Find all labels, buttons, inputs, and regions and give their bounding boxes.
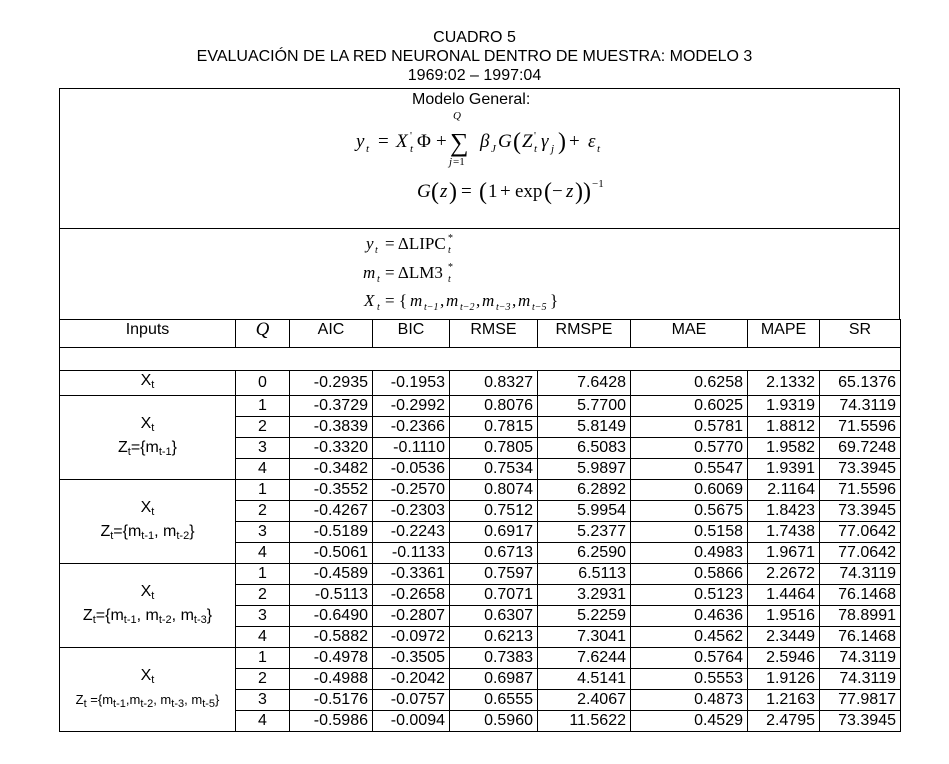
svg-text:}: } bbox=[550, 291, 559, 310]
sr-cell: 74.3119 bbox=[820, 669, 901, 690]
mape-cell: 1.2163 bbox=[748, 690, 820, 711]
svg-text:=1: =1 bbox=[453, 156, 465, 168]
svg-text:+: + bbox=[500, 181, 511, 202]
spacer-cell bbox=[60, 348, 901, 371]
aic-cell: -0.5176 bbox=[290, 690, 373, 711]
table-caption-period: 1969:02 – 1997:04 bbox=[407, 67, 542, 84]
mae-cell: 0.4873 bbox=[631, 690, 748, 711]
mape-cell: 1.8812 bbox=[748, 417, 820, 438]
aic-cell: -0.5986 bbox=[290, 711, 373, 732]
mae-cell: 0.6025 bbox=[631, 396, 748, 417]
svg-text:j: j bbox=[551, 143, 555, 155]
rmspe-cell: 11.5622 bbox=[538, 711, 631, 732]
svg-text:t: t bbox=[377, 274, 380, 285]
q-cell: 2 bbox=[236, 585, 290, 606]
bic-cell: -0.0536 bbox=[373, 459, 450, 480]
svg-text:= {: = { bbox=[385, 291, 407, 310]
sr-cell: 71.5596 bbox=[820, 480, 901, 501]
aic-cell: -0.2935 bbox=[290, 371, 373, 396]
mape-cell: 2.4795 bbox=[748, 711, 820, 732]
rmse-cell: 0.7071 bbox=[450, 585, 538, 606]
table-row bbox=[60, 480, 901, 501]
svg-text:y: y bbox=[356, 131, 365, 152]
aic-cell: -0.3552 bbox=[290, 480, 373, 501]
inputs-cell bbox=[60, 480, 236, 564]
mape-cell: 2.3449 bbox=[748, 627, 820, 648]
svg-text:,: , bbox=[476, 291, 481, 310]
q-cell: 4 bbox=[236, 627, 290, 648]
mape-cell: 2.5946 bbox=[748, 648, 820, 669]
variable-definitions-box bbox=[59, 229, 900, 320]
table-row bbox=[60, 564, 901, 585]
rmse-cell: 0.7534 bbox=[450, 459, 538, 480]
aic-cell: -0.6490 bbox=[290, 606, 373, 627]
rmspe-cell: 6.5083 bbox=[538, 438, 631, 459]
svg-text:Z: Z bbox=[522, 131, 533, 152]
mape-cell: 1.9582 bbox=[748, 438, 820, 459]
inputs-line: $X_t$ bbox=[140, 582, 155, 602]
aic-cell: -0.5061 bbox=[290, 543, 373, 564]
svg-text:': ' bbox=[534, 130, 536, 142]
column-header-inputs: Inputs bbox=[60, 320, 236, 348]
mape-cell: 2.2672 bbox=[748, 564, 820, 585]
aic-cell: -0.3320 bbox=[290, 438, 373, 459]
svg-text:−1: −1 bbox=[592, 178, 604, 190]
rmspe-cell: 2.4067 bbox=[538, 690, 631, 711]
sr-cell: 76.1468 bbox=[820, 585, 901, 606]
svg-text:z: z bbox=[566, 181, 574, 202]
q-cell: 4 bbox=[236, 543, 290, 564]
mape-cell: 1.9391 bbox=[748, 459, 820, 480]
bic-cell: -0.3361 bbox=[373, 564, 450, 585]
svg-text:t: t bbox=[597, 143, 601, 155]
mape-cell: 1.9516 bbox=[748, 606, 820, 627]
mae-cell: 0.5866 bbox=[631, 564, 748, 585]
inputs-line: $Z_t=\{m_{t-1}\}$ bbox=[117, 438, 178, 458]
rmspe-cell: 5.7700 bbox=[538, 396, 631, 417]
rmse-cell: 0.8074 bbox=[450, 480, 538, 501]
sr-cell: 78.8991 bbox=[820, 606, 901, 627]
svg-text:j: j bbox=[449, 156, 453, 168]
sr-cell: 74.3119 bbox=[820, 396, 901, 417]
q-cell: 4 bbox=[236, 711, 290, 732]
mape-cell: 1.9319 bbox=[748, 396, 820, 417]
inputs-cell bbox=[60, 648, 236, 732]
rmspe-cell: 7.6244 bbox=[538, 648, 631, 669]
svg-text:G: G bbox=[417, 181, 431, 202]
svg-text:t−3: t−3 bbox=[496, 302, 511, 313]
svg-text:t: t bbox=[377, 302, 380, 313]
column-header-q: Q bbox=[236, 320, 290, 348]
bic-cell: -0.0972 bbox=[373, 627, 450, 648]
rmse-cell: 0.8327 bbox=[450, 371, 538, 396]
rmse-cell: 0.5960 bbox=[450, 711, 538, 732]
aic-cell: -0.4988 bbox=[290, 669, 373, 690]
rmse-cell: 0.7512 bbox=[450, 501, 538, 522]
q-cell: 1 bbox=[236, 648, 290, 669]
mape-cell: 1.4464 bbox=[748, 585, 820, 606]
svg-text:=: = bbox=[378, 131, 389, 152]
svg-text:1: 1 bbox=[488, 181, 498, 202]
inputs-line: $Z_t=\{m_{t-1}$, $m_{t-2}$, $m_{t-3}$} bbox=[82, 606, 213, 626]
column-header-rmspe: RMSPE bbox=[538, 320, 631, 348]
bic-cell: -0.3505 bbox=[373, 648, 450, 669]
rmspe-cell: 5.8149 bbox=[538, 417, 631, 438]
svg-text:Φ: Φ bbox=[417, 131, 431, 152]
rmse-cell: 0.6213 bbox=[450, 627, 538, 648]
svg-text:J: J bbox=[491, 143, 496, 155]
table-row bbox=[60, 371, 901, 396]
svg-text:(: ( bbox=[431, 179, 439, 205]
rmse-cell: 0.7815 bbox=[450, 417, 538, 438]
aic-cell: -0.4978 bbox=[290, 648, 373, 669]
mae-cell: 0.4562 bbox=[631, 627, 748, 648]
q-cell: 1 bbox=[236, 480, 290, 501]
rmspe-cell: 4.5141 bbox=[538, 669, 631, 690]
svg-text:m: m bbox=[482, 291, 495, 310]
bic-cell: -0.2303 bbox=[373, 501, 450, 522]
svg-text:): ) bbox=[558, 129, 566, 155]
q-cell: 2 bbox=[236, 417, 290, 438]
aic-cell: -0.5189 bbox=[290, 522, 373, 543]
mape-cell: 1.9126 bbox=[748, 669, 820, 690]
model-equations bbox=[60, 89, 899, 228]
svg-text:=: = bbox=[461, 181, 472, 202]
sr-cell: 73.3945 bbox=[820, 459, 901, 480]
general-model-box bbox=[59, 88, 900, 229]
bic-cell: -0.1953 bbox=[373, 371, 450, 396]
aic-cell: -0.4589 bbox=[290, 564, 373, 585]
rmse-cell: 0.6987 bbox=[450, 669, 538, 690]
aic-cell: -0.4267 bbox=[290, 501, 373, 522]
svg-text:m: m bbox=[518, 291, 531, 310]
bic-cell: -0.2042 bbox=[373, 669, 450, 690]
aic-cell: -0.3482 bbox=[290, 459, 373, 480]
inputs-cell bbox=[60, 564, 236, 648]
inputs-line: $X_t$ bbox=[140, 666, 155, 686]
q-cell: 3 bbox=[236, 606, 290, 627]
svg-text:t: t bbox=[375, 245, 378, 256]
rmspe-cell: 6.2590 bbox=[538, 543, 631, 564]
column-header-mape: MAPE bbox=[748, 320, 820, 348]
q-cell: 2 bbox=[236, 669, 290, 690]
bic-cell: -0.2658 bbox=[373, 585, 450, 606]
mape-cell: 2.1164 bbox=[748, 480, 820, 501]
mae-cell: 0.4983 bbox=[631, 543, 748, 564]
aic-cell: -0.3839 bbox=[290, 417, 373, 438]
inputs-cell bbox=[60, 371, 236, 396]
aic-cell: -0.5882 bbox=[290, 627, 373, 648]
svg-text:= ΔLM3: = ΔLM3 bbox=[385, 263, 443, 282]
bic-cell: -0.2992 bbox=[373, 396, 450, 417]
mape-cell: 2.1332 bbox=[748, 371, 820, 396]
rmspe-cell: 6.5113 bbox=[538, 564, 631, 585]
inputs-cell bbox=[60, 396, 236, 480]
mae-cell: 0.5553 bbox=[631, 669, 748, 690]
svg-text:z: z bbox=[440, 181, 448, 202]
svg-text:(: ( bbox=[513, 129, 521, 155]
sr-cell: 77.9817 bbox=[820, 690, 901, 711]
results-table bbox=[59, 319, 901, 732]
column-header-sr: SR bbox=[820, 320, 901, 348]
svg-text:γ: γ bbox=[541, 131, 549, 152]
svg-text:G: G bbox=[498, 131, 512, 152]
q-cell: 0 bbox=[236, 371, 290, 396]
bic-cell: -0.2807 bbox=[373, 606, 450, 627]
column-header-rmse: RMSE bbox=[450, 320, 538, 348]
aic-cell: -0.5113 bbox=[290, 585, 373, 606]
inputs-line: $X_t$ bbox=[140, 414, 155, 434]
q-cell: 4 bbox=[236, 459, 290, 480]
sr-cell: 77.0642 bbox=[820, 543, 901, 564]
table-header-row bbox=[60, 320, 901, 348]
sr-cell: 74.3119 bbox=[820, 564, 901, 585]
svg-text:= ΔLIPC: = ΔLIPC bbox=[385, 234, 446, 253]
bic-cell: -0.2570 bbox=[373, 480, 450, 501]
rmspe-cell: 7.3041 bbox=[538, 627, 631, 648]
svg-text:t: t bbox=[534, 143, 538, 155]
mae-cell: 0.5764 bbox=[631, 648, 748, 669]
q-cell: 1 bbox=[236, 396, 290, 417]
svg-text:m: m bbox=[446, 291, 459, 310]
svg-text:y: y bbox=[366, 234, 374, 253]
bic-cell: -0.0094 bbox=[373, 711, 450, 732]
svg-text:': ' bbox=[410, 130, 412, 142]
mae-cell: 0.5675 bbox=[631, 501, 748, 522]
spacer-row bbox=[60, 348, 901, 371]
variable-definitions bbox=[60, 229, 899, 319]
svg-text:)): )) bbox=[575, 179, 591, 205]
bic-cell: -0.2243 bbox=[373, 522, 450, 543]
q-cell: 3 bbox=[236, 690, 290, 711]
svg-text:+: + bbox=[569, 131, 580, 152]
svg-text:(: ( bbox=[544, 179, 552, 205]
inputs-line: $Z_t=\{m_{t-1}$, $m_{t-2}$} bbox=[100, 522, 195, 542]
svg-text:Q: Q bbox=[453, 110, 461, 122]
rmse-cell: 0.6917 bbox=[450, 522, 538, 543]
mae-cell: 0.5547 bbox=[631, 459, 748, 480]
mae-cell: 0.5781 bbox=[631, 417, 748, 438]
mape-cell: 1.9671 bbox=[748, 543, 820, 564]
inputs-line: $Z_t =\{m_{t-1},m_{t-2}$, $m_{t-3}$, $m_{t-5}$} bbox=[75, 691, 220, 710]
svg-text:t: t bbox=[366, 143, 370, 155]
svg-text:): ) bbox=[449, 179, 457, 205]
svg-text:m: m bbox=[363, 263, 376, 282]
svg-text:m: m bbox=[410, 291, 423, 310]
rmse-cell: 0.7805 bbox=[450, 438, 538, 459]
rmse-cell: 0.8076 bbox=[450, 396, 538, 417]
sr-cell: 77.0642 bbox=[820, 522, 901, 543]
sr-cell: 71.5596 bbox=[820, 417, 901, 438]
bic-cell: -0.1133 bbox=[373, 543, 450, 564]
q-cell: 3 bbox=[236, 522, 290, 543]
svg-text:−: − bbox=[552, 181, 563, 202]
svg-text:β: β bbox=[480, 131, 490, 152]
sr-cell: 73.3945 bbox=[820, 501, 901, 522]
sr-cell: 74.3119 bbox=[820, 648, 901, 669]
mae-cell: 0.5770 bbox=[631, 438, 748, 459]
svg-text:t−2: t−2 bbox=[460, 302, 475, 313]
svg-text:∑: ∑ bbox=[450, 128, 469, 157]
rmspe-cell: 3.2931 bbox=[538, 585, 631, 606]
rmse-cell: 0.6555 bbox=[450, 690, 538, 711]
table-caption-title: EVALUACIÓN DE LA RED NEURONAL DENTRO DE MUESTRA: MODELO 3 bbox=[196, 48, 753, 65]
svg-text:*: * bbox=[448, 233, 453, 244]
svg-text:t: t bbox=[410, 143, 414, 155]
q-cell: 1 bbox=[236, 564, 290, 585]
svg-text:,: , bbox=[512, 291, 517, 310]
rmspe-cell: 5.9954 bbox=[538, 501, 631, 522]
mape-cell: 1.8423 bbox=[748, 501, 820, 522]
rmse-cell: 0.6307 bbox=[450, 606, 538, 627]
table-caption-number: CUADRO 5 bbox=[433, 29, 516, 46]
general-model-title: Modelo General: bbox=[412, 91, 531, 108]
column-header-mae: MAE bbox=[631, 320, 748, 348]
sr-cell: 69.7248 bbox=[820, 438, 901, 459]
svg-text:exp: exp bbox=[515, 181, 543, 202]
sr-cell: 65.1376 bbox=[820, 371, 901, 396]
inputs-line: $X_t$ bbox=[140, 498, 155, 518]
svg-text:,: , bbox=[440, 291, 445, 310]
rmspe-cell: 5.9897 bbox=[538, 459, 631, 480]
rmspe-cell: 7.6428 bbox=[538, 371, 631, 396]
rmspe-cell: 5.2259 bbox=[538, 606, 631, 627]
rmse-cell: 0.7383 bbox=[450, 648, 538, 669]
rmspe-cell: 5.2377 bbox=[538, 522, 631, 543]
svg-text:t: t bbox=[448, 274, 451, 285]
q-cell: 2 bbox=[236, 501, 290, 522]
svg-text:*: * bbox=[448, 262, 453, 273]
table-row bbox=[60, 396, 901, 417]
svg-text:t: t bbox=[448, 245, 451, 256]
mape-cell: 1.7438 bbox=[748, 522, 820, 543]
svg-text:X: X bbox=[364, 291, 375, 310]
svg-text:+: + bbox=[436, 131, 447, 152]
mae-cell: 0.4636 bbox=[631, 606, 748, 627]
inputs-line: $X_t$ bbox=[140, 372, 155, 391]
column-header-bic: BIC bbox=[373, 320, 450, 348]
bic-cell: -0.2366 bbox=[373, 417, 450, 438]
svg-text:X: X bbox=[396, 131, 408, 152]
svg-text:t−1: t−1 bbox=[424, 302, 439, 313]
table-row bbox=[60, 648, 901, 669]
rmse-cell: 0.6713 bbox=[450, 543, 538, 564]
svg-text:(: ( bbox=[479, 179, 487, 205]
mae-cell: 0.5123 bbox=[631, 585, 748, 606]
sr-cell: 73.3945 bbox=[820, 711, 901, 732]
rmspe-cell: 6.2892 bbox=[538, 480, 631, 501]
svg-text:t−5: t−5 bbox=[532, 302, 547, 313]
mae-cell: 0.6258 bbox=[631, 371, 748, 396]
mae-cell: 0.4529 bbox=[631, 711, 748, 732]
bic-cell: -0.0757 bbox=[373, 690, 450, 711]
svg-text:ε: ε bbox=[588, 131, 596, 152]
mae-cell: 0.5158 bbox=[631, 522, 748, 543]
rmse-cell: 0.7597 bbox=[450, 564, 538, 585]
aic-cell: -0.3729 bbox=[290, 396, 373, 417]
column-header-aic: AIC bbox=[290, 320, 373, 348]
bic-cell: -0.1110 bbox=[373, 438, 450, 459]
sr-cell: 76.1468 bbox=[820, 627, 901, 648]
q-cell: 3 bbox=[236, 438, 290, 459]
mae-cell: 0.6069 bbox=[631, 480, 748, 501]
